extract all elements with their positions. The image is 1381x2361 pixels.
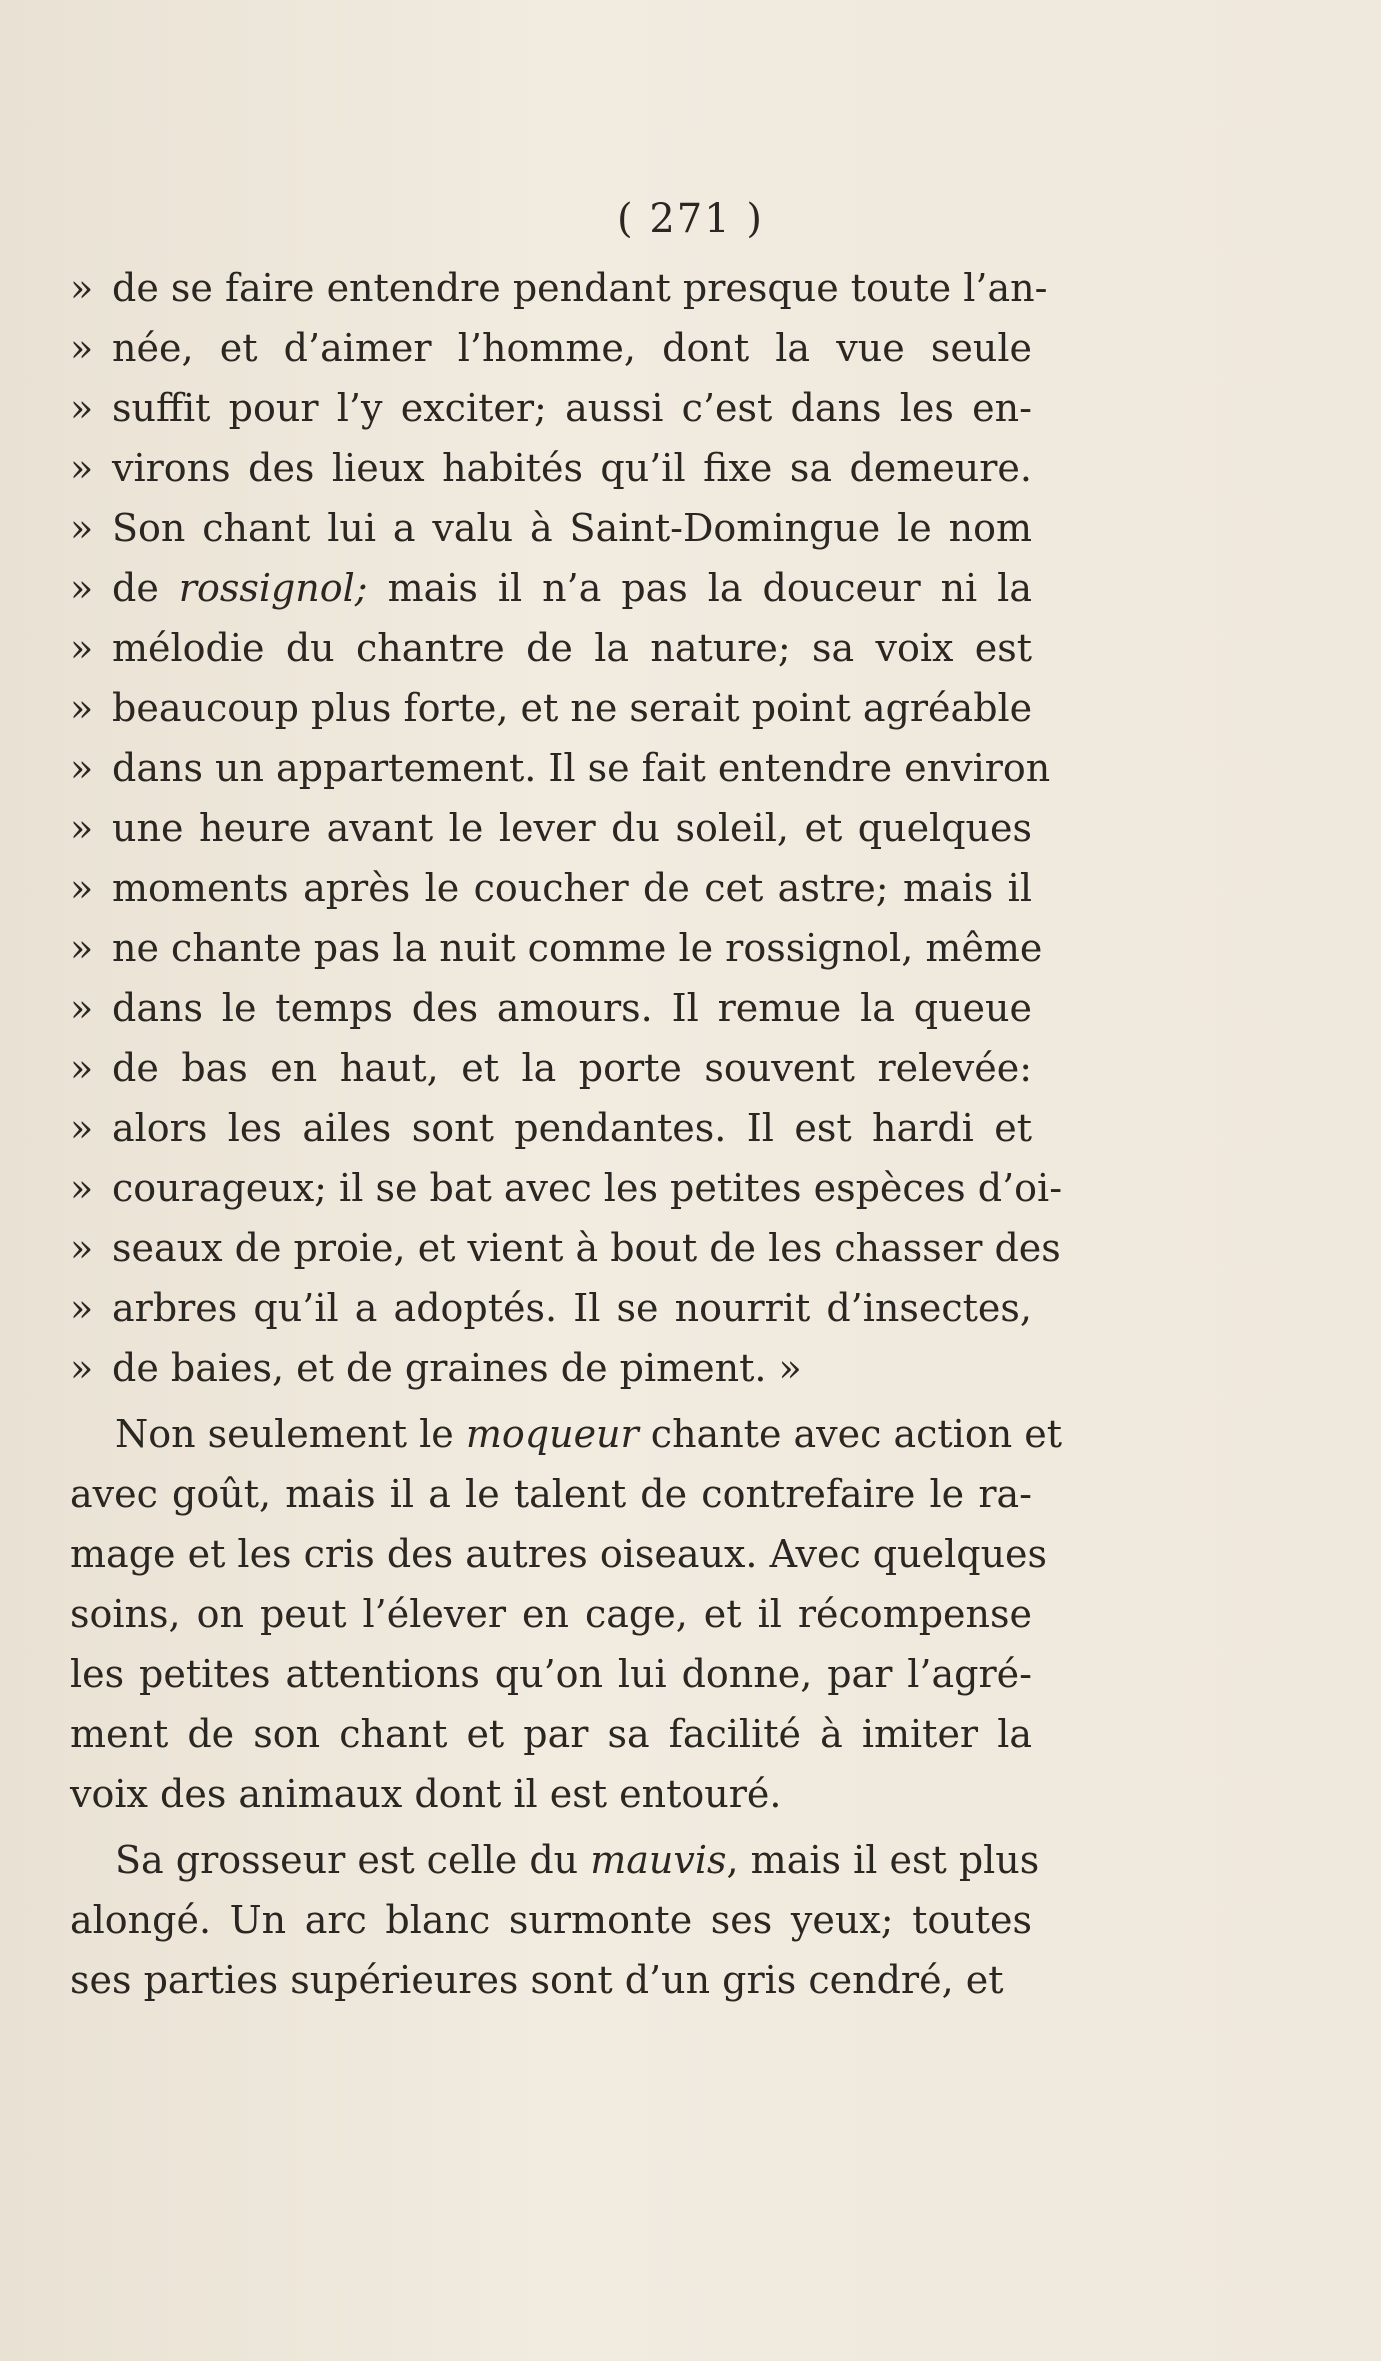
quote-marker: » [70, 1166, 94, 1210]
text-segment: chante avec action et [638, 1412, 1063, 1456]
quote-marker: » [70, 986, 94, 1030]
line-text: alors les ailes sont pendantes. Il est hardi et [112, 1106, 1032, 1150]
line-text: ses parties supérieures sont d’un gris cendré, et [70, 1958, 1004, 2002]
line-text: une heure avant le lever du soleil, et quelques [112, 806, 1032, 850]
quote-marker: » [70, 326, 94, 370]
line-text: virons des lieux habités qu’il fixe sa demeure. [112, 446, 1032, 490]
text-line [70, 498, 1032, 558]
text-segment: , mais il est plus [726, 1838, 1040, 1882]
text-line [70, 978, 1032, 1038]
text-line [70, 1764, 1032, 1824]
text-line [70, 1890, 1032, 1950]
line-text: avec goût, mais il a le talent de contrefaire le ra- [70, 1472, 1032, 1516]
paragraph-moqueur [70, 1404, 1063, 1824]
italic-word: moqueur [465, 1412, 639, 1456]
text-line [70, 1584, 1032, 1644]
line-text: suffit pour l’y exciter; aussi c’est dans les en- [112, 386, 1032, 430]
text-line [70, 318, 1032, 378]
line-text: voix des animaux dont il est entouré. [70, 1772, 782, 1816]
quoted-passage [70, 258, 1063, 1398]
quote-marker: » [70, 626, 94, 670]
quote-marker: » [70, 446, 94, 490]
line-text: dans le temps des amours. Il remue la queue [112, 986, 1032, 1030]
italic-word: mauvis [590, 1838, 727, 1882]
line-text: alongé. Un arc blanc surmonte ses yeux; toutes [70, 1898, 1032, 1942]
text-line [70, 738, 1051, 798]
quote-marker: » [70, 1106, 94, 1150]
line-text: de bas en haut, et la porte souvent relevée: [112, 1046, 1032, 1090]
text-line [70, 558, 1032, 618]
page-number: ( 271 ) [617, 196, 764, 242]
line-text: les petites attentions qu’on lui donne, par l’agré- [70, 1652, 1032, 1696]
text-line [70, 1524, 1048, 1584]
line-text: soins, on peut l’élever en cage, et il récompense [70, 1592, 1032, 1636]
line-text: de baies, et de graines de piment. » [112, 1346, 802, 1390]
text-line [70, 1830, 1040, 1890]
text-line [70, 258, 1048, 318]
quote-marker: » [70, 386, 94, 430]
text-segment: mais il n’a pas la douceur ni la [367, 566, 1032, 610]
text-segment: Sa grosseur est celle du [115, 1838, 591, 1882]
text-line [70, 1704, 1032, 1764]
text-line [70, 1950, 1032, 2010]
text-line [70, 1098, 1032, 1158]
text-line [70, 798, 1032, 858]
line-text: Son chant lui a valu à Saint-Domingue le nom [112, 506, 1032, 550]
quote-marker: » [70, 746, 94, 790]
text-line [70, 618, 1032, 678]
line-text: de se faire entendre pendant presque toute l’an- [112, 266, 1048, 310]
line-text: ne chante pas la nuit comme le rossignol, même [112, 926, 1043, 970]
text-line [70, 1338, 1032, 1398]
text-line [70, 918, 1043, 978]
quote-marker: » [70, 506, 94, 550]
line-text: ment de son chant et par sa facilité à imiter la [70, 1712, 1032, 1756]
line-text: dans un appartement. Il se fait entendre environ [112, 746, 1051, 790]
line-text: moments après le coucher de cet astre; mais il [112, 866, 1032, 910]
text-line [70, 1158, 1063, 1218]
line-text: mage et les cris des autres oiseaux. Avec quelques [70, 1532, 1048, 1576]
text-line [70, 1278, 1032, 1338]
line-text: née, et d’aimer l’homme, dont la vue seule [112, 326, 1032, 370]
text-line [70, 1038, 1032, 1098]
quote-marker: » [70, 266, 94, 310]
text-line [70, 678, 1032, 738]
body-text [70, 258, 1063, 2010]
quote-marker: » [70, 1346, 94, 1390]
text-segment: Non seulement le [115, 1412, 466, 1456]
italic-word: rossignol; [178, 566, 368, 610]
text-line [70, 1464, 1032, 1524]
quote-marker: » [70, 926, 94, 970]
text-line [70, 1404, 1063, 1464]
quote-marker: » [70, 866, 94, 910]
quote-marker: » [70, 686, 94, 730]
paragraph-description [70, 1830, 1040, 2010]
line-text: courageux; il se bat avec les petites espèces d’oi- [112, 1166, 1063, 1210]
line-text: beaucoup plus forte, et ne serait point agréable [112, 686, 1033, 730]
quote-marker: » [70, 1226, 94, 1270]
text-line [70, 1644, 1032, 1704]
text-line [70, 438, 1032, 498]
line-text: mélodie du chantre de la nature; sa voix est [112, 626, 1032, 670]
line-text: arbres qu’il a adoptés. Il se nourrit d’insectes, [112, 1286, 1032, 1330]
quote-marker: » [70, 1286, 94, 1330]
text-line [70, 1218, 1061, 1278]
text-segment: de [112, 566, 179, 610]
quote-marker: » [70, 806, 94, 850]
text-line [70, 858, 1032, 918]
line-text: seaux de proie, et vient à bout de les chasser des [112, 1226, 1061, 1270]
quote-marker: » [70, 1046, 94, 1090]
text-line [70, 378, 1032, 438]
quote-marker: » [70, 566, 94, 610]
